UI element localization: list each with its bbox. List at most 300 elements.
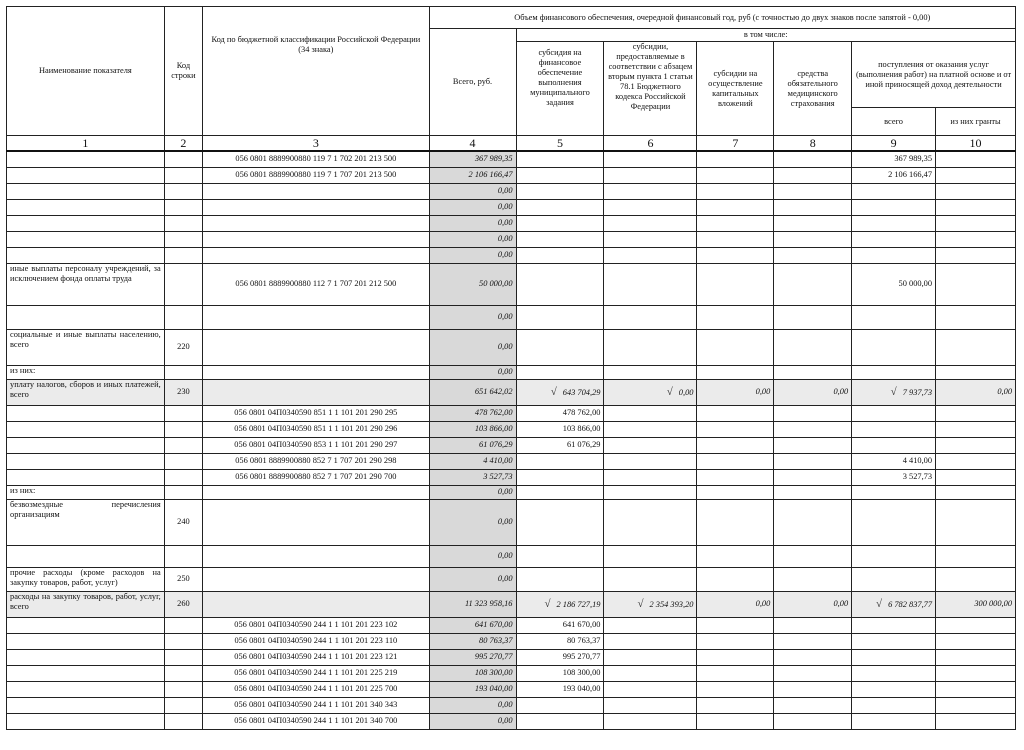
cell-c5-text: 641 670,00 (562, 620, 601, 629)
cell-c5 (516, 665, 604, 681)
cell-line (164, 591, 202, 617)
cell-line-text: 230 (177, 387, 190, 396)
cell-name (7, 697, 165, 713)
cell-code (203, 183, 429, 199)
cell-c6 (604, 499, 697, 545)
col-number: 9 (852, 136, 936, 152)
cell-c10 (936, 151, 1016, 167)
cell-total-text: 61 076,29 (479, 440, 513, 449)
cell-c10 (936, 329, 1016, 365)
cell-c5 (516, 379, 604, 405)
cell-name (7, 649, 165, 665)
cell-c7 (697, 365, 774, 379)
cell-c9 (852, 437, 936, 453)
cell-name (7, 681, 165, 697)
cell-c10 (936, 183, 1016, 199)
cell-c6 (604, 485, 697, 499)
table-row (7, 713, 1016, 729)
cell-c10 (936, 713, 1016, 729)
cell-total (429, 199, 516, 215)
cell-c9 (852, 151, 936, 167)
cell-c9 (852, 681, 936, 697)
cell-name-text: расходы на закупку товаров, работ, услуг, всего (10, 591, 161, 611)
cell-total (429, 305, 516, 329)
cell-c6 (604, 633, 697, 649)
cell-line (164, 665, 202, 681)
cell-c6 (604, 567, 697, 591)
cell-name (7, 183, 165, 199)
cell-c10 (936, 469, 1016, 485)
col-header-total: Всего, руб. (429, 29, 516, 136)
cell-code (203, 405, 429, 421)
cell-name-text: социальные и иные выплаты населению, всего (10, 329, 161, 349)
cell-c9 (852, 199, 936, 215)
cell-c9 (852, 379, 936, 405)
cell-total-text: 641 670,00 (474, 620, 513, 629)
cell-c8 (774, 151, 852, 167)
cell-code (203, 591, 429, 617)
cell-c10 (936, 485, 1016, 499)
cell-c5 (516, 247, 604, 263)
cell-c8 (774, 183, 852, 199)
cell-c8 (774, 591, 852, 617)
cell-c9 (852, 167, 936, 183)
col-header-code: Код по бюджетной классификации Российской Федерации (34 знака) (203, 7, 429, 136)
cell-total (429, 485, 516, 499)
table-row (7, 305, 1016, 329)
cell-c7 (697, 421, 774, 437)
cell-code-text: 056 0801 04П0340590 244 1 1 101 201 223 110 (234, 636, 398, 645)
cell-c8 (774, 365, 852, 379)
cell-c7 (697, 183, 774, 199)
cell-code-text: 056 0801 04П0340590 851 1 1 101 201 290 295 (234, 408, 398, 417)
cell-code (203, 649, 429, 665)
cell-total (429, 453, 516, 469)
cell-c9 (852, 453, 936, 469)
cell-c6 (604, 665, 697, 681)
cell-code (203, 305, 429, 329)
cell-c9 (852, 215, 936, 231)
cell-c8-text: 0,00 (833, 599, 849, 608)
cell-name (7, 633, 165, 649)
cell-c7 (697, 469, 774, 485)
cell-total (429, 697, 516, 713)
cell-c7 (697, 151, 774, 167)
cell-c7 (697, 231, 774, 247)
cell-name-text: безвозмездные перечисления организациям (10, 499, 161, 519)
cell-line (164, 199, 202, 215)
cell-c7 (697, 305, 774, 329)
cell-c6 (604, 305, 697, 329)
cell-total (429, 329, 516, 365)
cell-name (7, 151, 165, 167)
cell-name (7, 247, 165, 263)
cell-c5 (516, 499, 604, 545)
cell-c8 (774, 633, 852, 649)
cell-c5-text: 61 076,29 (566, 440, 601, 449)
cell-line-text: 260 (177, 599, 190, 608)
cell-c9 (852, 421, 936, 437)
cell-c7 (697, 545, 774, 567)
col-header-c8: средства обязательного медицинского страхования (774, 42, 852, 136)
cell-line (164, 365, 202, 379)
cell-total-text: 193 040,00 (474, 684, 513, 693)
table-row (7, 469, 1016, 485)
table-row (7, 263, 1016, 305)
cell-code (203, 633, 429, 649)
cell-c5 (516, 167, 604, 183)
cell-code (203, 681, 429, 697)
cell-c9 (852, 305, 936, 329)
cell-total-text: 80 763,37 (479, 636, 513, 645)
cell-c9 (852, 649, 936, 665)
cell-c5 (516, 405, 604, 421)
cell-total (429, 713, 516, 729)
cell-total-text: 0,00 (497, 487, 513, 496)
table-row (7, 499, 1016, 545)
col-header-volume: Объем финансового обеспечения, очередной финансовый год, руб (с точностью до двух знаков после запятой - 0,00) (429, 7, 1015, 29)
cell-name (7, 453, 165, 469)
cell-total (429, 649, 516, 665)
cell-total-text: 367 989,35 (474, 154, 513, 164)
table-row (7, 199, 1016, 215)
cell-code (203, 469, 429, 485)
cell-c7 (697, 681, 774, 697)
table-row (7, 231, 1016, 247)
cell-c9 (852, 405, 936, 421)
cell-line (164, 421, 202, 437)
cell-line (164, 183, 202, 199)
cell-c8 (774, 199, 852, 215)
cell-c6 (604, 405, 697, 421)
cell-c9 (852, 183, 936, 199)
cell-code-text: 056 0801 8889900880 852 7 1 707 201 290 298 (235, 456, 397, 465)
cell-total (429, 437, 516, 453)
cell-code (203, 247, 429, 263)
col-header-line: Код строки (164, 7, 202, 136)
cell-code (203, 379, 429, 405)
cell-c5-text: 995 270,77 (562, 652, 601, 661)
cell-line (164, 681, 202, 697)
cell-code-text: 056 0801 04П0340590 244 1 1 101 201 225 700 (234, 684, 398, 693)
cell-total-text: 11 323 958,16 (464, 599, 513, 608)
cell-c9 (852, 499, 936, 545)
cell-c9 (852, 567, 936, 591)
cell-c6 (604, 199, 697, 215)
col-number: 3 (203, 136, 429, 152)
cell-code (203, 453, 429, 469)
table-row (7, 215, 1016, 231)
cell-c9 (852, 247, 936, 263)
cell-c5 (516, 617, 604, 633)
cell-name (7, 617, 165, 633)
cell-c5 (516, 697, 604, 713)
cell-name (7, 665, 165, 681)
table-row (7, 421, 1016, 437)
cell-c7 (697, 567, 774, 591)
cell-total (429, 681, 516, 697)
table-row (7, 591, 1016, 617)
cell-c10 (936, 681, 1016, 697)
cell-c6 (604, 247, 697, 263)
cell-name-text: иные выплаты персоналу учреждений, за исключением фонда оплаты труда (10, 263, 161, 283)
cell-c10 (936, 499, 1016, 545)
cell-c9 (852, 485, 936, 499)
cell-c10-text: 300 000,00 (974, 599, 1012, 608)
cell-c7 (697, 591, 774, 617)
cell-c5 (516, 263, 604, 305)
cell-c5 (516, 681, 604, 697)
cell-c9-text: 367 989,35 (894, 154, 933, 164)
cell-c10-text: 0,00 (997, 387, 1012, 396)
cell-c6-text: 0,00 (678, 387, 694, 397)
cell-c6 (604, 263, 697, 305)
cell-total-text: 0,00 (497, 716, 513, 725)
col-header-c7: субсидии на осуществление капитальных вложений (697, 42, 774, 136)
cell-c9 (852, 263, 936, 305)
cell-c8 (774, 437, 852, 453)
cell-code (203, 545, 429, 567)
cell-c10 (936, 421, 1016, 437)
cell-name (7, 437, 165, 453)
cell-c5 (516, 485, 604, 499)
cell-c10 (936, 697, 1016, 713)
cell-line (164, 697, 202, 713)
cell-c6 (604, 151, 697, 167)
cell-total (429, 617, 516, 633)
cell-c5-text: 478 762,00 (562, 408, 601, 417)
cell-total-text: 0,00 (497, 312, 513, 321)
table-row (7, 697, 1016, 713)
cell-c9 (852, 665, 936, 681)
cell-c7 (697, 215, 774, 231)
table-row (7, 545, 1016, 567)
cell-c5 (516, 305, 604, 329)
cell-name (7, 329, 165, 365)
cell-code-text: 056 0801 8889900880 119 7 1 702 201 213 500 (235, 154, 397, 164)
checkmark-icon: √ (876, 597, 883, 610)
cell-line (164, 617, 202, 633)
cell-total (429, 469, 516, 485)
cell-total (429, 151, 516, 167)
cell-c5-text: 193 040,00 (562, 684, 601, 693)
cell-name-text: из них: (10, 365, 36, 375)
cell-c5 (516, 215, 604, 231)
cell-c7 (697, 247, 774, 263)
cell-total-text: 0,00 (497, 250, 513, 259)
cell-c10 (936, 167, 1016, 183)
cell-line (164, 485, 202, 499)
cell-c5 (516, 469, 604, 485)
cell-c10 (936, 247, 1016, 263)
cell-c6 (604, 591, 697, 617)
cell-c6 (604, 365, 697, 379)
table-row (7, 379, 1016, 405)
cell-name (7, 215, 165, 231)
cell-c8 (774, 485, 852, 499)
cell-c9 (852, 231, 936, 247)
cell-code (203, 713, 429, 729)
cell-c5 (516, 713, 604, 729)
cell-code-text: 056 0801 04П0340590 244 1 1 101 201 223 121 (234, 652, 398, 661)
cell-c8 (774, 713, 852, 729)
checkmark-icon: √ (666, 385, 673, 398)
cell-c5 (516, 567, 604, 591)
cell-code (203, 697, 429, 713)
cell-line (164, 469, 202, 485)
checkmark-icon: √ (890, 385, 897, 398)
cell-c5 (516, 591, 604, 617)
table-row (7, 247, 1016, 263)
cell-c10 (936, 305, 1016, 329)
cell-c9 (852, 469, 936, 485)
cell-c10 (936, 567, 1016, 591)
cell-line-text: 220 (177, 342, 190, 351)
financial-plan-table (6, 6, 1016, 730)
cell-name (7, 263, 165, 305)
cell-c9 (852, 329, 936, 365)
cell-c6 (604, 167, 697, 183)
cell-total (429, 665, 516, 681)
table-body (7, 151, 1016, 729)
cell-total (429, 499, 516, 545)
cell-c6 (604, 437, 697, 453)
cell-c7 (697, 713, 774, 729)
cell-c7 (697, 499, 774, 545)
cell-c6 (604, 379, 697, 405)
cell-c7 (697, 697, 774, 713)
cell-line (164, 453, 202, 469)
cell-c8 (774, 263, 852, 305)
cell-code (203, 215, 429, 231)
cell-name (7, 545, 165, 567)
cell-c10 (936, 379, 1016, 405)
cell-c6 (604, 421, 697, 437)
cell-line (164, 151, 202, 167)
col-header-incl: в том числе: (516, 29, 1016, 42)
cell-c6 (604, 469, 697, 485)
cell-code (203, 617, 429, 633)
cell-total-text: 995 270,77 (474, 652, 513, 661)
cell-c7 (697, 167, 774, 183)
cell-total-text: 108 300,00 (474, 668, 513, 677)
cell-c9 (852, 545, 936, 567)
cell-c10 (936, 591, 1016, 617)
cell-c10 (936, 617, 1016, 633)
cell-c10 (936, 665, 1016, 681)
cell-c10 (936, 215, 1016, 231)
cell-c9-text: 2 106 166,47 (888, 170, 933, 179)
cell-code-text: 056 0801 8889900880 112 7 1 707 201 212 500 (235, 279, 397, 288)
cell-total-text: 0,00 (497, 574, 513, 583)
cell-c5-text: 80 763,37 (566, 636, 601, 645)
cell-line (164, 405, 202, 421)
table-row (7, 485, 1016, 499)
cell-c7 (697, 329, 774, 365)
cell-c8 (774, 231, 852, 247)
checkmark-icon: √ (544, 597, 551, 610)
cell-c8 (774, 167, 852, 183)
cell-c5 (516, 437, 604, 453)
cell-c8 (774, 469, 852, 485)
table-row (7, 681, 1016, 697)
cell-c10 (936, 633, 1016, 649)
cell-c5 (516, 231, 604, 247)
cell-c8 (774, 247, 852, 263)
cell-name (7, 365, 165, 379)
cell-name (7, 199, 165, 215)
cell-c6 (604, 713, 697, 729)
cell-c7 (697, 485, 774, 499)
cell-total-text: 0,00 (497, 700, 513, 709)
cell-c9-text: 50 000,00 (898, 279, 933, 288)
cell-name (7, 485, 165, 499)
cell-code (203, 485, 429, 499)
cell-code-text: 056 0801 04П0340590 244 1 1 101 201 340 343 (234, 700, 398, 709)
cell-code (203, 499, 429, 545)
cell-c9 (852, 713, 936, 729)
cell-total (429, 405, 516, 421)
cell-c9 (852, 591, 936, 617)
cell-c8 (774, 567, 852, 591)
cell-c10 (936, 649, 1016, 665)
table-row (7, 167, 1016, 183)
cell-code-text: 056 0801 04П0340590 244 1 1 101 201 223 102 (234, 620, 398, 629)
cell-total (429, 379, 516, 405)
cell-total (429, 167, 516, 183)
cell-c6-text: 2 354 393,20 (649, 599, 694, 609)
cell-name (7, 167, 165, 183)
cell-c7 (697, 633, 774, 649)
cell-code (203, 151, 429, 167)
cell-total-text: 478 762,00 (474, 408, 513, 417)
cell-total-text: 0,00 (497, 234, 513, 243)
cell-code (203, 231, 429, 247)
cell-line (164, 567, 202, 591)
cell-c9 (852, 633, 936, 649)
cell-c10 (936, 453, 1016, 469)
cell-name (7, 469, 165, 485)
table-row (7, 633, 1016, 649)
cell-c8 (774, 453, 852, 469)
cell-c5-text: 108 300,00 (562, 668, 601, 677)
col-header-c5: субсидия на финансовое обеспечение выполнения муниципального задания (516, 42, 604, 136)
cell-c5-text: 643 704,29 (562, 387, 601, 397)
cell-line (164, 329, 202, 365)
col-number: 8 (774, 136, 852, 152)
cell-c7 (697, 617, 774, 633)
cell-total-text: 4 410,00 (483, 456, 513, 465)
cell-code-text: 056 0801 04П0340590 244 1 1 101 201 225 219 (234, 668, 398, 677)
cell-c8 (774, 215, 852, 231)
col-number: 1 (7, 136, 165, 152)
cell-c10 (936, 437, 1016, 453)
cell-c5 (516, 365, 604, 379)
cell-c5 (516, 649, 604, 665)
cell-code (203, 167, 429, 183)
cell-c8 (774, 617, 852, 633)
cell-code-text: 056 0801 8889900880 852 7 1 707 201 290 700 (235, 472, 397, 481)
cell-line-text: 250 (177, 574, 190, 583)
cell-line (164, 379, 202, 405)
cell-c8 (774, 665, 852, 681)
cell-c9-text: 4 410,00 (902, 456, 933, 465)
cell-c9-text: 7 937,73 (902, 387, 933, 397)
cell-name (7, 405, 165, 421)
cell-total-text: 0,00 (497, 186, 513, 195)
cell-name (7, 305, 165, 329)
cell-total (429, 247, 516, 263)
